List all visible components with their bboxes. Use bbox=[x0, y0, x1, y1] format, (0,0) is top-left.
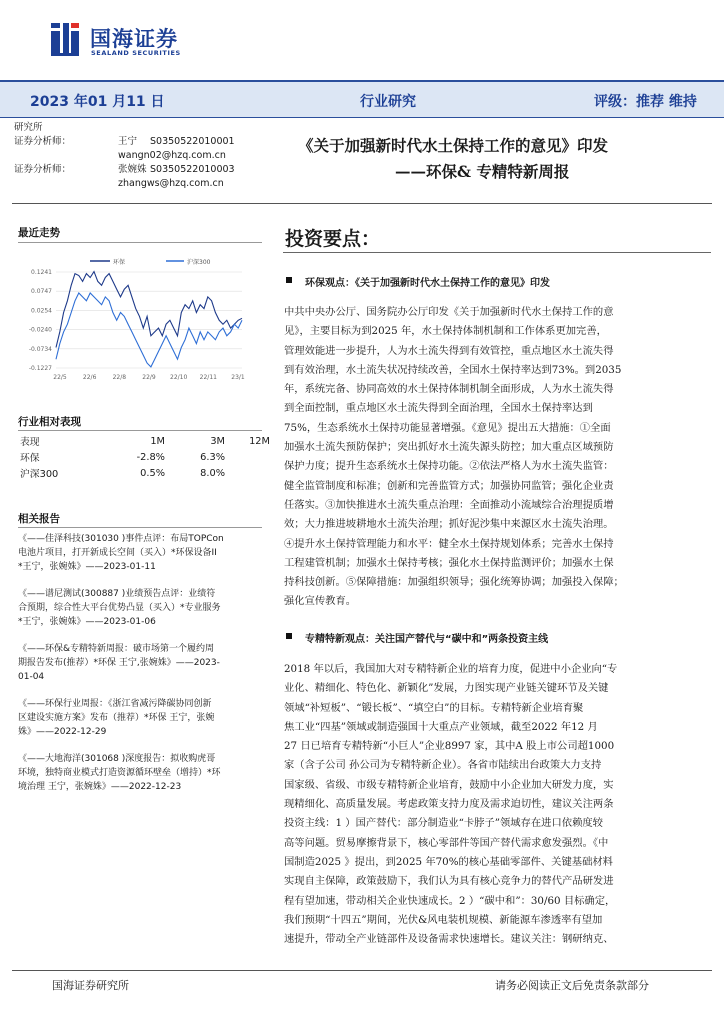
footer-divider bbox=[12, 970, 712, 971]
chart-lines bbox=[56, 272, 242, 367]
perf-cell bbox=[225, 449, 270, 465]
trend-chart bbox=[18, 252, 264, 390]
performance-row bbox=[20, 465, 270, 481]
logo-text-cn: 国海证券 bbox=[90, 27, 178, 51]
perf-cell: 0.5% bbox=[140, 467, 165, 479]
header-band-top-rule bbox=[0, 80, 724, 82]
perf-cell: 沪深300 bbox=[20, 469, 59, 480]
chart-x-tick-label: 22/8 bbox=[112, 374, 127, 381]
chart-x-tick-label: 22/5 bbox=[53, 374, 67, 381]
performance-row bbox=[20, 449, 270, 465]
chart-y-tick-labels bbox=[29, 269, 52, 372]
perf-cell: 8.0% bbox=[200, 467, 225, 479]
header-band-bottom-rule bbox=[0, 117, 724, 118]
related-report-item[interactable]: 《——谱尼测试(300887 )业绩预告点评：业绩符 合预期，综合性大平台优势凸显（买入）*专业服务 *王宁，张婉姝》——2023-01-06 bbox=[18, 589, 221, 628]
related-report-item[interactable]: 《——佳泽科技(301030 )事件点评：布局TOPCon 电池片项目，打开新成长空间（买入）*环保设备II *王宁，张婉姝》——2023-01-11 bbox=[18, 534, 224, 573]
analyst-2-code: S0350522010003 bbox=[150, 164, 235, 175]
perf-cell: 6.3% bbox=[200, 451, 225, 463]
legend-label-hs300: 沪深300 bbox=[187, 259, 211, 266]
bullet-square-icon bbox=[286, 277, 292, 283]
related-title: 相关报告 bbox=[18, 513, 60, 525]
related-report-item[interactable]: 《——环保行业周报：《浙江省减污降碳协同创新 区建设实施方案》发布（推荐）*环保 王宁，张婉 姝》——2022-12-29 bbox=[18, 699, 215, 738]
invest-divider bbox=[283, 252, 711, 253]
analyst-2-name: 张婉姝 bbox=[118, 164, 147, 175]
bullet-square-icon bbox=[286, 633, 292, 639]
perf-header-cell: 3M bbox=[210, 435, 225, 447]
chart-x-tick-label: 22/10 bbox=[170, 374, 188, 381]
dept-label: 研究所 bbox=[14, 122, 43, 133]
analyst-2-email[interactable]: zhangws@hzq.com.cn bbox=[118, 178, 224, 189]
perf-header-cell: 12M bbox=[249, 435, 270, 447]
analyst-1-name: 王宁 bbox=[118, 136, 138, 147]
report-title: 《关于加强新时代水土保持工作的意见》印发 bbox=[298, 136, 609, 155]
trend-divider bbox=[18, 242, 262, 243]
analyst-2-role: 证券分析师： bbox=[14, 164, 72, 175]
performance-divider bbox=[18, 430, 262, 431]
performance-title: 行业相对表现 bbox=[18, 416, 81, 428]
chart-grid bbox=[56, 272, 242, 368]
chart-y-tick-label: -0.1227 bbox=[28, 365, 52, 372]
logo-text-en: SEALAND SECURITIES bbox=[91, 49, 181, 57]
performance-header-row bbox=[20, 433, 270, 449]
chart-y-tick-label: 0.0254 bbox=[31, 307, 52, 315]
report-type: 行业研究 bbox=[360, 94, 416, 110]
chart-x-tick-labels bbox=[53, 374, 245, 381]
bullet-1-title: 环保观点：《关于加强新时代水土保持工作的意见》印发 bbox=[305, 278, 550, 289]
bullet-1-body: 中共中央办公厅、国务院办公厅印发《关于加强新时代水土保持工作的意 见》，主要目标为到2025 年，水土保持体制机制和工作体系更加完善， 管理效能进一步提升，人为水土流失得到有效管控，重点地区水土流失得 到有效治理，水土流失状况持续改善，全国水土保持率达到73%。到2035 年，系统完备、协同高效的水土保持体制机制全面形成，人为水土流失得 到全面控制，重点地区水土流失得到全面治理，全国水土保持率达到 75%，生态系统水土保持功能显著增强。《意见》提出五大措施：①全面 加强水土流失预防保护；突出抓好水土流失源头防控；加大重点区域预防 保护力度；提升生态系统水土保持功能。②依法严格人为水土流失监管： 健全监管制度和标准；创新和完善监管方式；加强协同监管；强化企业责 任落实。③加快推进水土流失重点治理：全面推动小流域综合治理提质增 效；大力推进坡耕地水土流失治理；抓好泥沙集中来源区水土流失治理。 ④提升水土保持管理能力和水平：健全水土保持规划体系；完善水土保持 工程建管机制；加强水土保持考核；强化水土保持监测评价；加强水土保 持科技创新。⑤保障措施：加强组织领导；强化统筹协调；加强投入保障； 强化宣传教育。 bbox=[284, 306, 624, 608]
chart-y-tick-label: -0.0240 bbox=[28, 326, 52, 334]
related-report-item[interactable]: 《——大地海洋(301068 )深度报告：拟收购虎哥 环境，独特商业模式打造资源循环壁垒（增持）*环 境治理 王宁，张婉姝》——2022-12-23 bbox=[18, 754, 221, 793]
chart-y-tick-label: 0.1241 bbox=[31, 269, 52, 276]
chart-y-tick-label: -0.0734 bbox=[28, 345, 52, 353]
series-line-env bbox=[56, 272, 242, 348]
report-subtitle: ——环保& 专精特新周报 bbox=[395, 162, 570, 181]
chart-x-tick-label: 22/9 bbox=[142, 374, 156, 381]
trend-label: 最近走势 bbox=[18, 227, 60, 239]
bullet-2-title: 专精特新观点：关注国产替代与“碳中和”两条投资主线 bbox=[305, 634, 549, 645]
chart-x-tick-label: 22/11 bbox=[199, 374, 217, 381]
chart-y-tick-label: 0.0747 bbox=[31, 288, 52, 296]
footer-left: 国海证券研究所 bbox=[52, 979, 129, 992]
analyst-1-role: 证券分析师： bbox=[14, 136, 72, 147]
chart-x-tick-label: 23/1 bbox=[231, 374, 245, 381]
rating: 评级：推荐 维持 bbox=[594, 94, 697, 110]
analyst-1-email[interactable]: wangn02@hzq.com.cn bbox=[118, 150, 226, 161]
perf-cell: -2.8% bbox=[136, 451, 165, 463]
bullet-2-body: 2018 年以后，我国加大对专精特新企业的培育力度，促进中小企业向“专 业化、精细化、特色化、新颖化”发展，力图实现产业链关键环节及关键 领域“补短板”、“锻长板”、“填空白”的目标。专精特新企业培育聚 焦工业“四基”领域或制造强国十大重点产业领域，截至2022 年12 月 27 日已培育专精特新“小巨人”企业8997 家，其中A 股上市公司超1000 家（含子公司 孙公司为专精特新企业）。各省市陆续出台政策大力支持 国家级、省级、市级专精特新企业培育，鼓励中小企业加大研发力度，实 现精细化、高质量发展。考虑政策支持力度及需求迫切性，建议关注两条 投资主线：1 ）国产替代：部分制造业“卡脖子”领域存在进口依赖度较 高等问题。贸易摩擦背景下，核心零部件等国产替代需求愈发强烈。《中 国制造2025 》提出，到2025 年70%的核心基础零部件、关键基础材料 实现自主保障，政策鼓励下，我们认为具有核心竞争力的替代产品研发进 程有望加速，带动相关企业快速成长。2 ）“碳中和”：30/60 目标确定， 我们预期“十四五”期间，光伏&风电装机规模、新能源车渗透率有望加 速提升，带动全产业链部件及设备需求快速增长。建议关注：钢研纳克、 bbox=[284, 663, 618, 946]
invest-heading: 投资要点： bbox=[285, 228, 381, 250]
perf-header-cell: 1M bbox=[150, 435, 165, 447]
legend-label-env: 环保 bbox=[113, 259, 126, 266]
header-divider bbox=[12, 203, 712, 204]
related-report-item[interactable]: 《——环保&专精特新周报：破市场第一个履约周 期报告发布(推荐）*环保 王宁,张婉姝》——2023- 01-04 bbox=[18, 644, 220, 683]
related-divider bbox=[18, 527, 262, 528]
chart-legend bbox=[90, 258, 211, 266]
performance-table bbox=[20, 433, 270, 481]
series-line-hs300 bbox=[56, 293, 242, 367]
report-date: 2023 年01 月11 日 bbox=[30, 94, 165, 110]
analyst-1-code: S0350522010001 bbox=[150, 136, 235, 147]
chart-x-tick-label: 22/6 bbox=[82, 374, 97, 381]
perf-cell: 环保 bbox=[20, 453, 40, 464]
footer-disclaimer: 请务必阅读正文后免责条款部分 bbox=[495, 979, 649, 992]
sealand-logo-icon bbox=[50, 22, 80, 56]
perf-cell bbox=[225, 465, 270, 481]
perf-header-cell: 表现 bbox=[20, 437, 40, 448]
